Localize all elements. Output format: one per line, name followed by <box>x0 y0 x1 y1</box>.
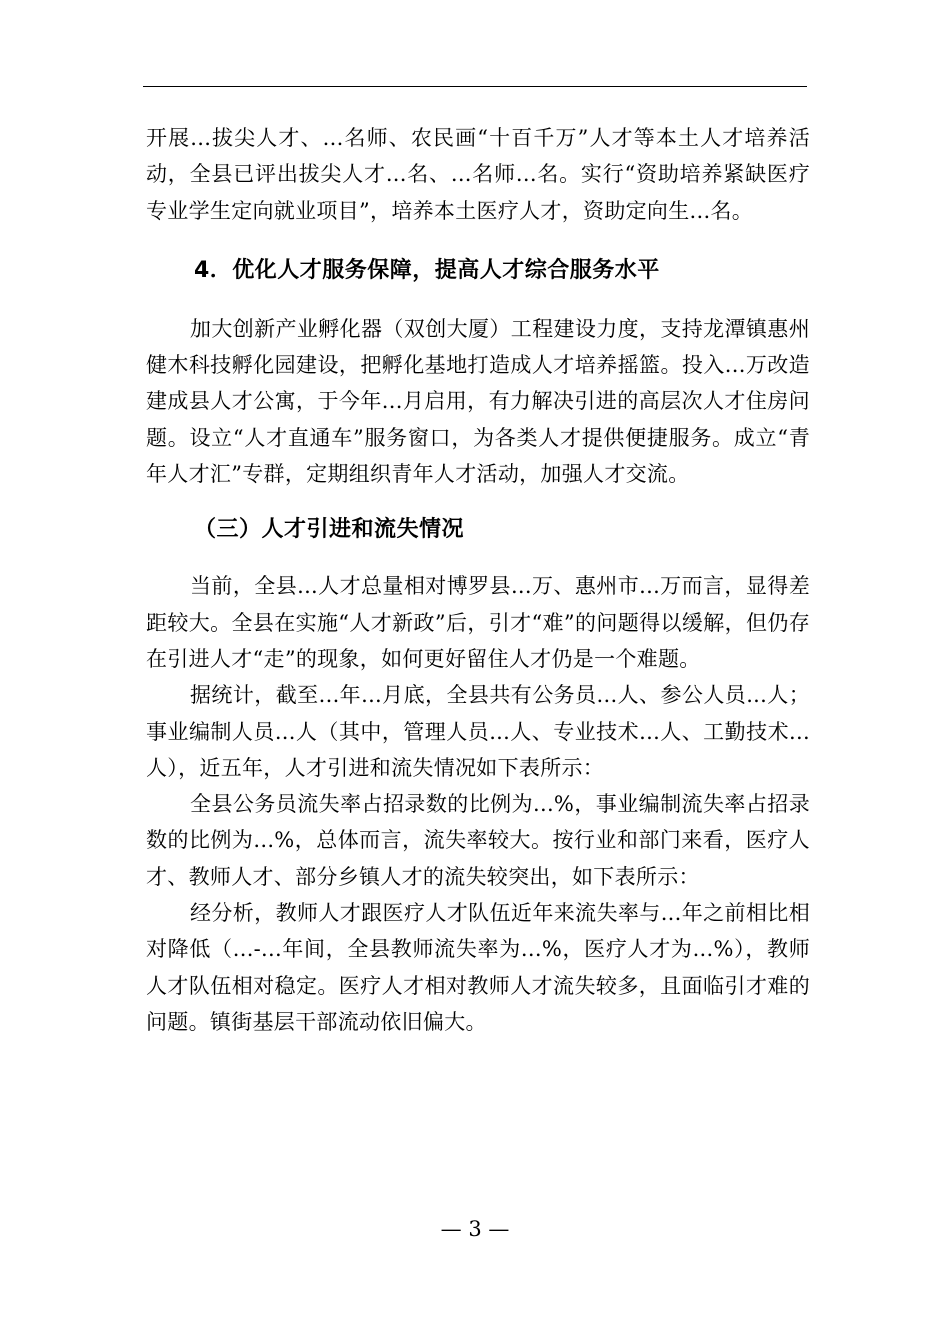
header-rule <box>143 86 807 87</box>
document-body <box>146 120 810 1040</box>
paragraph: 当前，全县...人才总量相对博罗县...万、惠州市...万而言，显得差距较大。全县在实施“人才新政”后，引才“难”的问题得以缓解，但仍存在引进人才“走”的现象，如何更好留住人才仍是一个难题。 <box>146 574 810 671</box>
paragraph: 开展...拔尖人才、...名师、农民画“十百千万”人才等本土人才培养活动，全县已评出拔尖人才...名、...名师...名。实行“资助培养紧缺医疗专业学生定向就业项目”，培养本土医疗人才，资助定向生...名。 <box>146 126 810 223</box>
paragraph: 经分析，教师人才跟医疗人才队伍近年来流失率与...年之前相比相对降低（...-...年间，全县教师流失率为...%，医疗人才为...%），教师人才队伍相对稳定。医疗人才相对教师人才流失较多，且面临引才难的问题。镇街基层干部流动依旧偏大。 <box>146 901 810 1034</box>
paragraph: 据统计，截至...年...月底，全县共有公务员...人、参公人员...人；事业编制人员...人（其中，管理人员...人、专业技术...人、工勤技术...人），近五年，人才引进和流失情况如下表所示： <box>146 683 810 780</box>
section-heading: 4．优化人才服务保障，提高人才综合服务水平 <box>194 257 660 283</box>
page-number: — 3 — <box>440 1217 510 1241</box>
paragraph: 全县公务员流失率占招录数的比例为...%，事业编制流失率占招录数的比例为...%，总体而言，流失率较大。按行业和部门来看，医疗人才、教师人才、部分乡镇人才的流失较突出，如下表所示： <box>146 792 810 889</box>
subsection-heading: （三）人才引进和流失情况 <box>194 517 465 543</box>
paragraph: 加大创新产业孵化器（双创大厦）工程建设力度，支持龙潭镇惠州健木科技孵化园建设，把孵化基地打造成人才培养摇篮。投入...万改造建成县人才公寓，于今年...月启用，有力解决引进的高层次人才住房问题。设立“人才直通车”服务窗口，为各类人才提供便捷服务。成立“青年人才汇”专群，定期组织青年人才活动，加强人才交流。 <box>146 316 810 487</box>
